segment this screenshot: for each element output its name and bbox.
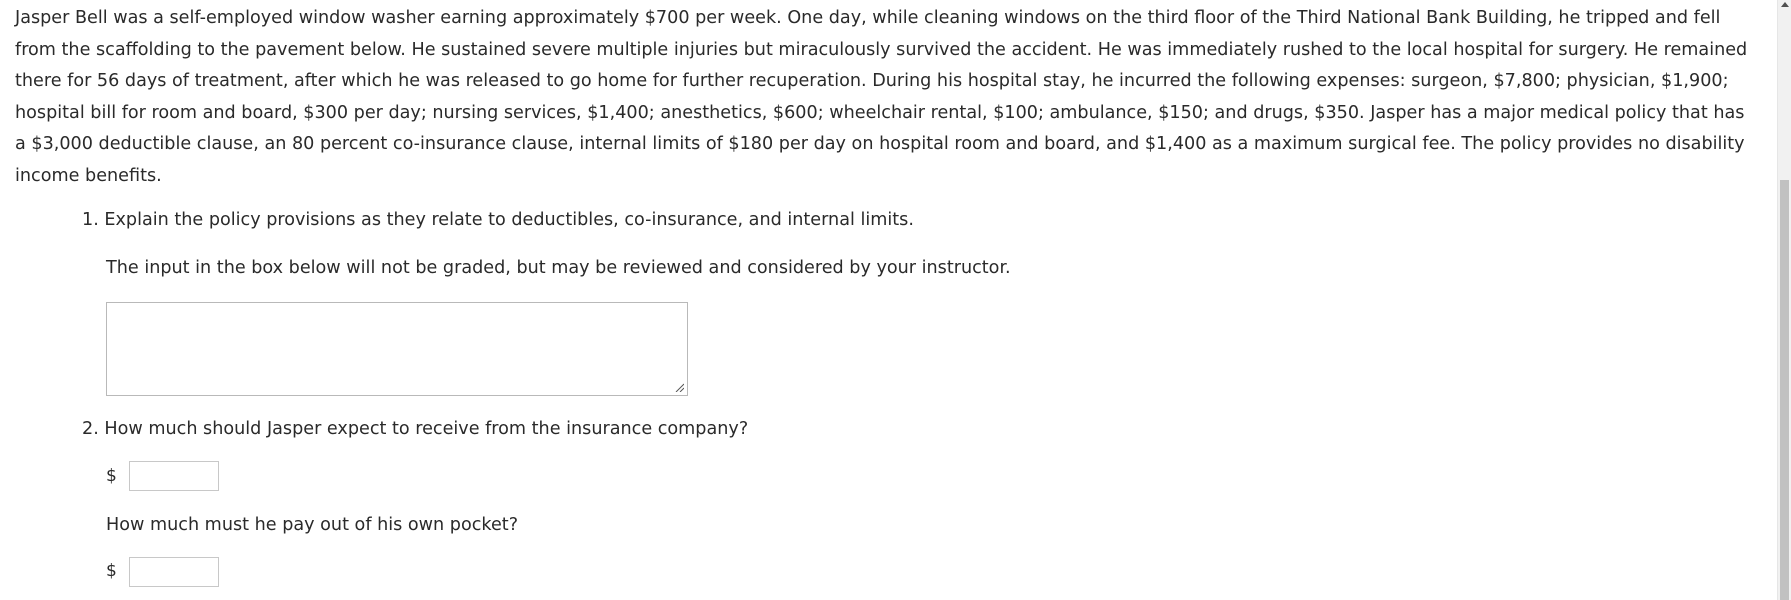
question-1-text: 1. Explain the policy provisions as they relate to deductibles, co-insurance, and internal limits. bbox=[82, 210, 914, 230]
chevron-up-icon[interactable] bbox=[1781, 2, 1789, 7]
insurance-amount-input[interactable] bbox=[129, 461, 219, 491]
explanation-textarea[interactable] bbox=[106, 302, 688, 396]
question-1-note: The input in the box below will not be graded, but may be reviewed and considered by your instructor. bbox=[106, 258, 1011, 278]
question-2-followup-text: How much must he pay out of his own pocket? bbox=[106, 515, 519, 535]
resize-grip-icon[interactable] bbox=[674, 382, 684, 392]
vertical-scrollbar[interactable] bbox=[1777, 0, 1791, 600]
out-of-pocket-input[interactable] bbox=[129, 557, 219, 587]
scrollbar-thumb[interactable] bbox=[1780, 180, 1789, 600]
currency-symbol: $ bbox=[106, 466, 117, 486]
problem-statement: Jasper Bell was a self-employed window washer earning approximately $700 per week. One day, while cleaning windows on the third floor of the Third National Bank Building, he tripped and fell from the scaffolding to the pavement below. He sustained severe multiple injuries but miraculously survived the accident. He was immediately rushed to the local hospital for surgery. He remained there for 56 days of treatment, after which he was released to go home for further recuperation. During his hospital stay, he incurred the following expenses: surgeon, $7,800; physician, $1,900; hospital bill for room and board, $300 per day; nursing services, $1,400; anesthetics, $600; wheelchair rental, $100; ambulance, $150; and drugs, $350. Jasper has a major medical policy that has a $3,000 deductible clause, an 80 percent co-insurance clause, internal limits of $180 per day on hospital room and board, and $1,400 as a maximum surgical fee. The policy provides no disability income benefits. bbox=[15, 8, 1748, 186]
problem-container bbox=[15, 0, 1753, 192]
question-2-text: 2. How much should Jasper expect to receive from the insurance company? bbox=[82, 419, 749, 439]
currency-symbol: $ bbox=[106, 561, 117, 581]
